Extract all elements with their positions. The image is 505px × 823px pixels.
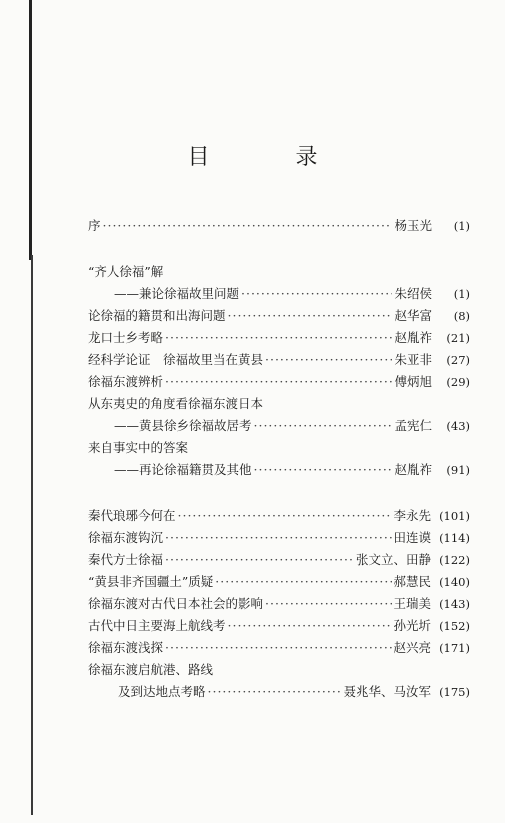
page-title: 目 录 [187,145,350,170]
entry-title: 徐福东渡对古代日本社会的影响 [88,596,264,611]
leader-dots [215,571,391,593]
entry-page: (1) [453,287,470,301]
entry-page: (29) [446,375,470,389]
toc-entry [88,305,470,327]
toc-entry [88,459,470,481]
entry-page: (143) [439,597,470,611]
entry-title: 徐福东渡辨析 [88,374,164,389]
entry-author: 郝慧民 [393,574,432,589]
toc-entry [88,415,470,437]
entry-title: 秦代方士徐福 [88,552,164,567]
toc-entry [88,527,470,549]
toc-heading: 来自事实中的答案 [88,440,189,455]
entry-page: (21) [446,331,470,345]
toc-heading: “齐人徐福”解 [88,264,164,279]
leader-dots [178,505,392,527]
entry-author: 傅炳旭 [394,374,432,389]
page-spine [0,0,20,823]
entry-author: 赵胤祚 [394,330,432,345]
leader-dots [165,527,392,549]
table-of-contents [88,215,470,703]
entry-author: 赵兴亮 [393,640,432,655]
toc-entry [88,349,470,371]
entry-author: 赵华富 [394,308,432,323]
toc-heading: 从东夷史的角度看徐福东渡日本 [88,396,264,411]
leader-dots [165,327,392,349]
toc-entry [88,215,470,237]
entry-title: 秦代琅琊今何在 [88,508,176,523]
toc-entry [88,615,470,637]
entry-page: (101) [439,509,470,523]
entry-page: (114) [439,531,470,545]
entry-title: ——兼论徐福故里问题 [114,286,240,301]
binding-edge-line-lower [31,255,33,815]
toc-entry [88,681,470,703]
entry-author: 张文立、田静 [356,552,432,567]
entry-title: 及到达地点考略 [118,684,206,699]
leader-dots [254,459,393,481]
toc-entry [88,283,470,305]
entry-page: (122) [439,553,470,567]
entry-title: 经科学论证 徐福故里当在黄县 [88,352,264,367]
entry-page: (91) [446,463,470,477]
entry-page: (171) [439,641,470,655]
entry-title: ——黄县徐乡徐福故居考 [114,418,252,433]
entry-author: 聂兆华、马汝军 [343,684,432,699]
binding-edge-line [29,0,32,260]
entry-title: 徐福东渡钩沉 [88,530,164,545]
entry-page: (175) [439,685,470,699]
entry-author: 赵胤祚 [394,462,432,477]
leader-dots [103,215,393,237]
leader-dots [241,283,392,305]
entry-author: 杨玉光 [394,218,432,233]
toc-entry [88,505,470,527]
entry-page: (140) [439,575,470,589]
entry-author: 王瑞美 [393,596,432,611]
entry-page: (8) [453,309,470,323]
toc-entry [88,593,470,615]
toc-entry [88,327,470,349]
leader-dots [165,637,392,659]
leader-dots [165,371,392,393]
entry-page: (27) [446,353,470,367]
entry-title: “黄县非齐国疆土”质疑 [88,574,214,589]
entry-author: 田连谟 [393,530,432,545]
leader-dots [265,349,392,371]
leader-dots [165,549,354,571]
leader-dots [228,615,392,637]
toc-entry [88,371,470,393]
entry-title: 论徐福的籍贯和出海问题 [88,308,226,323]
toc-entry [88,571,470,593]
toc-entry [88,549,470,571]
entry-title: 古代中日主要海上航线考 [88,618,226,633]
entry-author: 孙光圻 [393,618,432,633]
entry-author: 朱绍侯 [394,286,432,301]
entry-page: (152) [439,619,470,633]
entry-author: 李永先 [393,508,432,523]
entry-title: 龙口士乡考略 [88,330,164,345]
toc-heading: 徐福东渡启航港、路线 [88,662,214,677]
entry-page: (1) [453,219,470,233]
entry-page: (43) [446,419,470,433]
entry-author: 孟宪仁 [394,418,432,433]
entry-title: ——再论徐福籍贯及其他 [114,462,252,477]
leader-dots [265,593,392,615]
entry-title: 序 [88,218,101,233]
entry-author: 朱亚非 [394,352,432,367]
entry-title: 徐福东渡浅探 [88,640,164,655]
leader-dots [228,305,393,327]
leader-dots [208,681,342,703]
toc-entry [88,637,470,659]
leader-dots [254,415,393,437]
